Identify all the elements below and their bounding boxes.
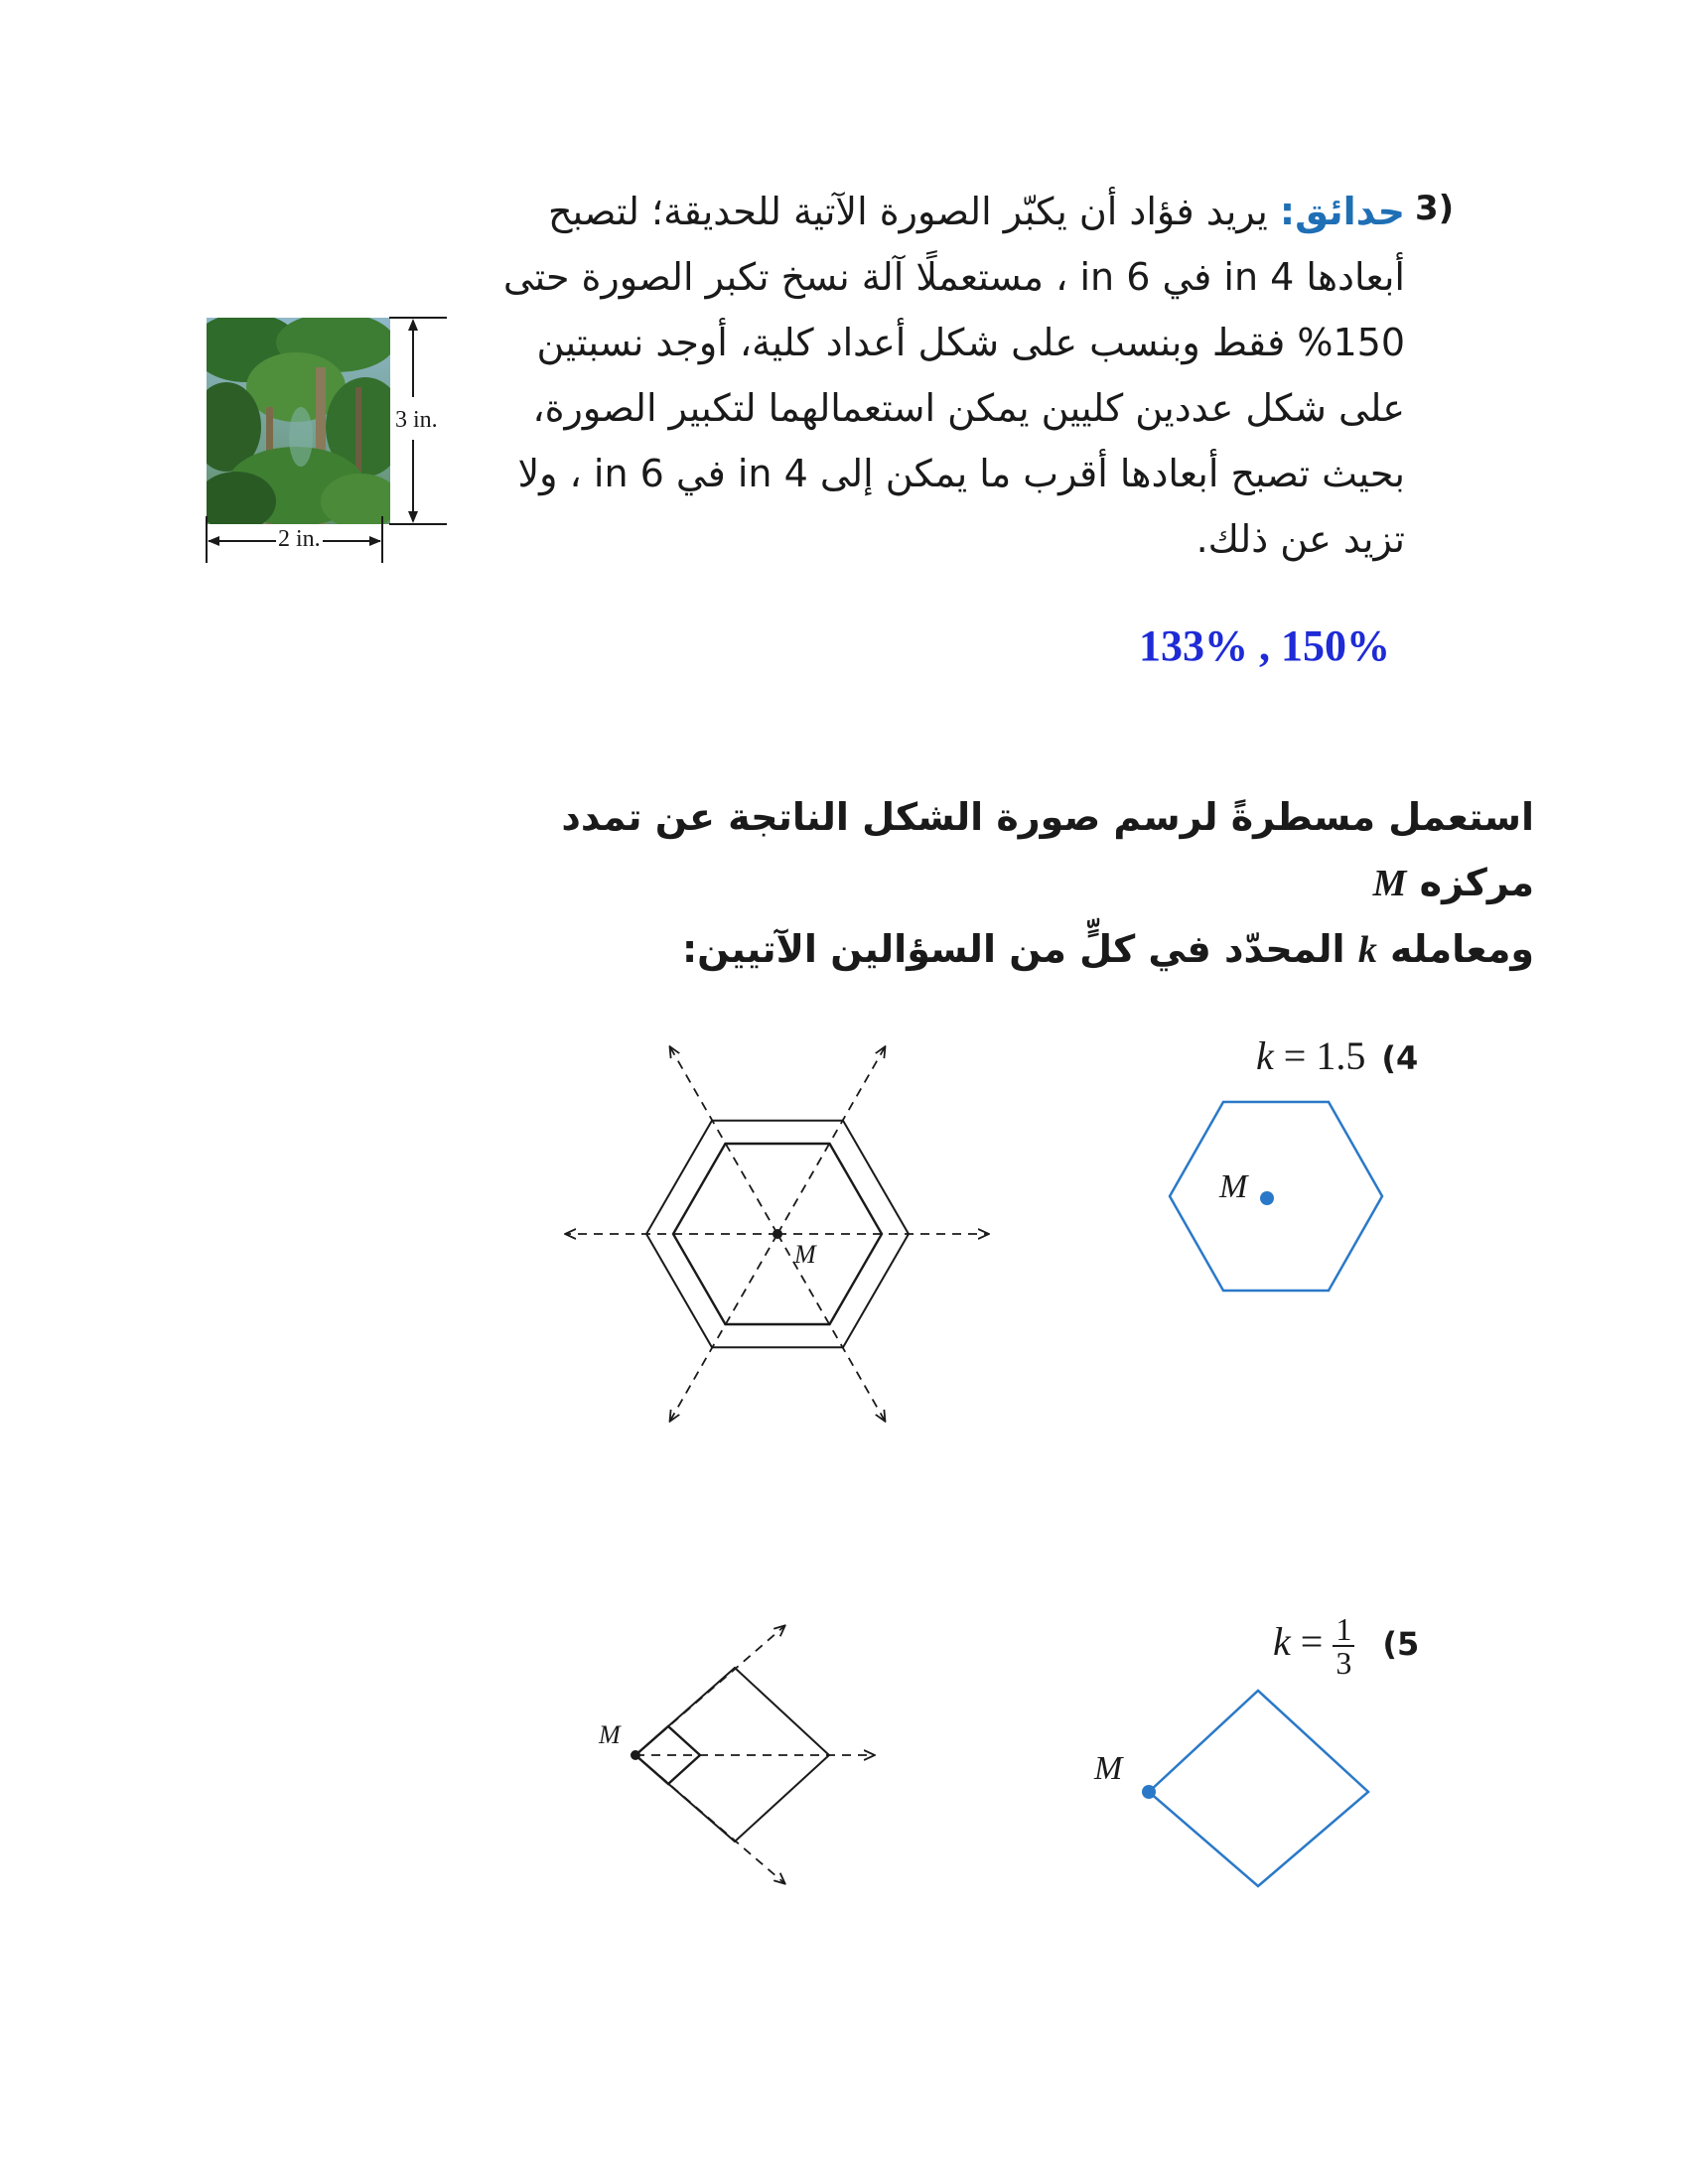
- problem-4-solution-center-point: [773, 1229, 782, 1239]
- problem-5-number: (5: [1382, 1625, 1420, 1664]
- problem-5-k-numerator: 1: [1333, 1613, 1354, 1647]
- problem-5-equals: =: [1300, 1619, 1324, 1665]
- problem-5-figure: [1092, 1678, 1390, 1906]
- problem-5-center-point: [1142, 1785, 1156, 1799]
- problem-5-solution-center-label: M: [599, 1720, 621, 1749]
- problem-5-solution-center-point: [631, 1750, 640, 1760]
- instructions-line-1-text: استعمل مسطرةً لرسم صورة الشكل الناتجة عن تمدد مركزه: [561, 795, 1534, 904]
- center-variable: M: [1372, 863, 1407, 904]
- problem-3-answer: 133% , 150%: [1139, 621, 1390, 670]
- problem-5-solution-diagram: [596, 1608, 894, 1896]
- problem-3-text-block: [467, 179, 1405, 572]
- problem-4-heading: [1256, 1032, 1418, 1079]
- photo-height-label: 3 in.: [395, 407, 438, 433]
- problem-5-heading: [1273, 1613, 1419, 1679]
- instructions-line-2-suffix: المحدّد في كلٍّ من السؤالين الآتيين:: [681, 927, 1358, 971]
- photo-width-label: 2 in.: [278, 526, 321, 552]
- problem-4-k-variable: k: [1256, 1033, 1274, 1078]
- problem-5-center-label: M: [1094, 1750, 1123, 1787]
- problem-4-blue-hexagon: [1170, 1102, 1382, 1291]
- problem-4-figure: [1132, 1082, 1400, 1310]
- photo-dimension-lines: [199, 313, 447, 571]
- problem-4-equals: =: [1283, 1033, 1307, 1078]
- problem-4-center-label: M: [1219, 1168, 1248, 1205]
- instructions-line-2-prefix: ومعامله: [1376, 927, 1534, 971]
- instructions-line-2: [556, 916, 1534, 983]
- problem-5-k-denominator: 3: [1336, 1645, 1352, 1681]
- problem-4-k-value: 1.5: [1316, 1033, 1366, 1078]
- instructions: [556, 784, 1534, 983]
- problem-4-solution-diagram: [551, 1042, 1008, 1439]
- problem-5-k-variable: k: [1273, 1619, 1291, 1665]
- problem-4-solution-center-label: M: [794, 1240, 816, 1269]
- problem-3-text: يريد فؤاد أن يكبّر الصورة الآتية للحديقة؛ لتصبح أبعادها 4 in في 6 in ، مستعملًا آلة نسخ تكبر الصورة حتى 150% فقط وبنسب على شكل أعداد كلية، أوجد نسبتين على شكل عددين كليين يمكن استعمالهما لتكبير الصورة، بحيث تصبح أبعادها أقرب ما يمكن إلى 4 in في 6 in ، ولا تزيد عن ذلك.: [502, 190, 1405, 561]
- problem-4-number: (4: [1381, 1039, 1419, 1077]
- problem-4-center-point: [1260, 1191, 1274, 1205]
- factor-variable: k: [1357, 929, 1377, 971]
- problem-3-number: 3): [1415, 189, 1455, 228]
- problem-5-k-fraction: [1333, 1613, 1354, 1679]
- problem-5-blue-rhombus: [1149, 1691, 1368, 1886]
- problem-3-label: حدائق:: [1279, 190, 1405, 233]
- instructions-line-1: [556, 784, 1534, 916]
